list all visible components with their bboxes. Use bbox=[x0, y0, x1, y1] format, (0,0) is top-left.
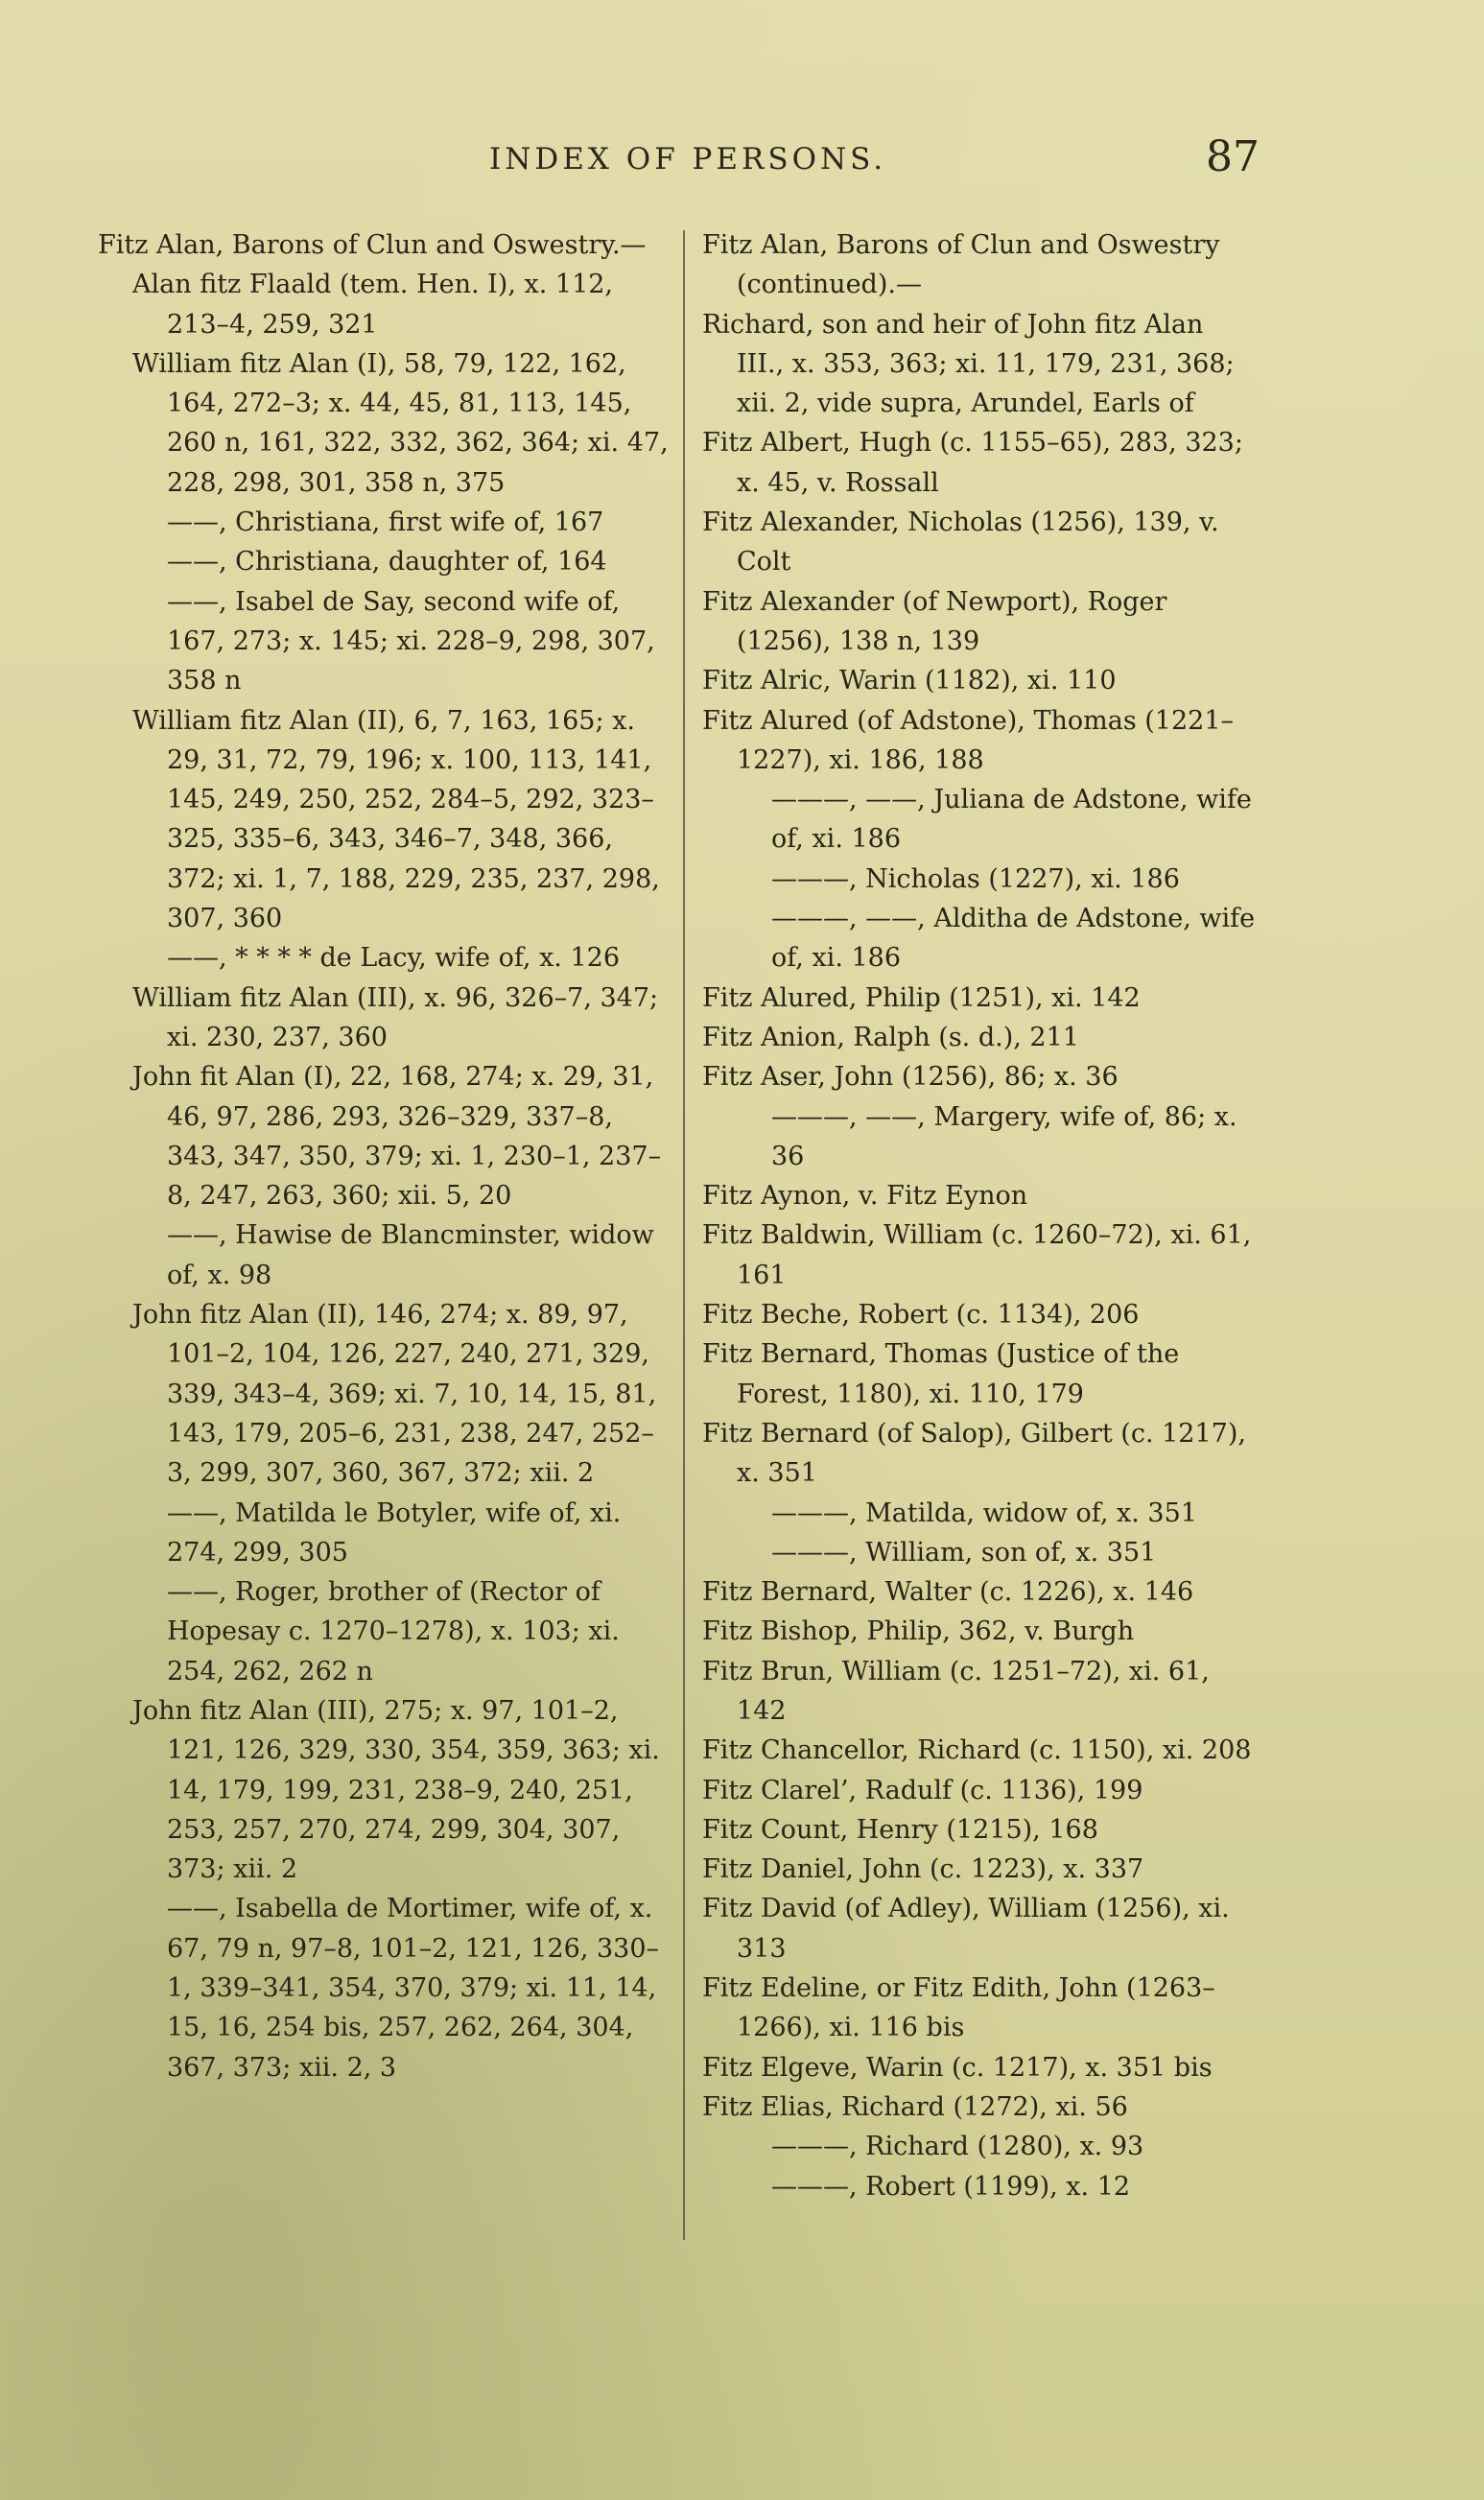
index-entry: ———, ——, Margery, wife of, 86; x. 36 bbox=[771, 1101, 1237, 1171]
index-entry: Fitz Daniel, John (c. 1223), x. 337 bbox=[702, 1854, 1144, 1885]
index-entry: Fitz Aynon, v. Fitz Eynon bbox=[702, 1181, 1028, 1212]
index-entry: Fitz Anion, Ralph (s. d.), 211 bbox=[702, 1022, 1079, 1052]
index-entry: Fitz Bernard (of Salop), Gilbert (c. 1217), x. 351 bbox=[702, 1418, 1246, 1489]
index-entry: William fitz Alan (III), x. 96, 326–7, 347; xi. 230, 237, 360 bbox=[132, 982, 659, 1052]
index-column-right bbox=[702, 225, 1259, 2206]
index-entry: Fitz Beche, Robert (c. 1134), 206 bbox=[702, 1300, 1140, 1331]
index-entry: ——, Isabel de Say, second wife of, 167, 273; x. 145; xi. 228–9, 298, 307, 358 n bbox=[167, 586, 655, 696]
index-entry: Fitz Alan, Barons of Clun and Oswestry (continued).— bbox=[702, 230, 1220, 300]
index-entry: Fitz Elgeve, Warin (c. 1217), x. 351 bis bbox=[702, 2052, 1213, 2083]
index-entry: Fitz Alexander (of Newport), Roger (1256), 138 n, 139 bbox=[702, 586, 1167, 656]
index-entry: Alan fitz Flaald (tem. Hen. I), x. 112, 213–4, 259, 321 bbox=[132, 270, 614, 340]
index-entry: ——, * * * * de Lacy, wife of, x. 126 bbox=[167, 943, 620, 974]
index-entry: Richard, son and heir of John fitz Alan III., x. 353, 363; xi. 11, 179, 231, 368; xii. 2, vide supra, Arundel, Earls of bbox=[702, 309, 1235, 419]
index-entry: ——, Matilda le Botyler, wife of, xi. 274, 299, 305 bbox=[167, 1498, 622, 1568]
index-entry: Fitz Clarel’, Radulf (c. 1136), 199 bbox=[702, 1775, 1143, 1805]
index-entry: Fitz Aser, John (1256), 86; x. 36 bbox=[702, 1062, 1119, 1093]
index-entry: William fitz Alan (I), 58, 79, 122, 162, 164, 272–3; x. 44, 45, 81, 113, 145, 260 n, 161, 322, 332, 362, 364; xi. 47, 228, 298, 301, 358 n, 375 bbox=[132, 348, 669, 498]
column-divider bbox=[683, 230, 685, 2240]
index-entry: Fitz Bernard, Walter (c. 1226), x. 146 bbox=[702, 1577, 1194, 1608]
index-entry: ———, ——, Alditha de Adstone, wife of, xi. 186 bbox=[771, 904, 1256, 974]
index-entry: Fitz Alan, Barons of Clun and Oswestry.— bbox=[98, 230, 647, 260]
index-entry: ———, Matilda, widow of, x. 351 bbox=[771, 1498, 1197, 1528]
index-entry: ——, Isabella de Mortimer, wife of, x. 67, 79 n, 97–8, 101–2, 121, 126, 330–1, 339–341, 354, 370, 379; xi. 11, 14, 15, 16, 254 bis, 257, 262, 264, 304, 367, 373; xii. 2, 3 bbox=[167, 1894, 660, 2083]
index-entry: Fitz Elias, Richard (1272), xi. 56 bbox=[702, 2091, 1128, 2122]
index-entry: John fitz Alan (III), 275; x. 97, 101–2, 121, 126, 329, 330, 354, 359, 363; xi. 14, 179, 199, 231, 238–9, 240, 251, 253, 257, 270, 274, 299, 304, 307, 373; xii. 2 bbox=[132, 1695, 660, 1885]
index-column-left bbox=[98, 225, 673, 2087]
index-entry: Fitz Alexander, Nicholas (1256), 139, v. Colt bbox=[702, 507, 1219, 578]
index-entry: Fitz Alric, Warin (1182), xi. 110 bbox=[702, 666, 1117, 696]
running-head: INDEX OF PERSONS. bbox=[489, 142, 887, 177]
index-entry: ——, Hawise de Blancminster, widow of, x. 98 bbox=[167, 1220, 654, 1290]
index-entry: Fitz Brun, William (c. 1251–72), xi. 61, 142 bbox=[702, 1656, 1210, 1726]
index-entry: John fit Alan (I), 22, 168, 274; x. 29, 31, 46, 97, 286, 293, 326–329, 337–8, 343, 347, 350, 379; xi. 1, 230–1, 237–8, 247, 263, 360; xii. 5, 20 bbox=[132, 1062, 662, 1212]
index-entry: Fitz Count, Henry (1215), 168 bbox=[702, 1814, 1098, 1845]
index-entry: Fitz Albert, Hugh (c. 1155–65), 283, 323; x. 45, v. Rossall bbox=[702, 428, 1243, 498]
index-entry: ——, Christiana, first wife of, 167 bbox=[167, 507, 604, 538]
index-entry: ———, William, son of, x. 351 bbox=[771, 1537, 1157, 1568]
index-entry: Fitz Chancellor, Richard (c. 1150), xi. 208 bbox=[702, 1735, 1252, 1766]
page-number: 87 bbox=[1206, 132, 1260, 181]
index-entry: ———, Richard (1280), x. 93 bbox=[771, 2132, 1144, 2162]
index-entry: Fitz Alured (of Adstone), Thomas (1221–1227), xi. 186, 188 bbox=[702, 705, 1235, 775]
index-entry: ———, Robert (1199), x. 12 bbox=[771, 2171, 1131, 2202]
index-entry: ——, Roger, brother of (Rector of Hopesay c. 1270–1278), x. 103; xi. 254, 262, 262 n bbox=[167, 1577, 620, 1686]
index-entry: ———, Nicholas (1227), xi. 186 bbox=[771, 863, 1180, 894]
index-entry: ——, Christiana, daughter of, 164 bbox=[167, 547, 607, 578]
index-entry: Fitz Edeline, or Fitz Edith, John (1263–1266), xi. 116 bis bbox=[702, 1973, 1215, 2043]
index-entry: Fitz Baldwin, William (c. 1260–72), xi. 61, 161 bbox=[702, 1220, 1252, 1290]
index-entry: Fitz David (of Adley), William (1256), xi. 313 bbox=[702, 1894, 1230, 1964]
index-entry: Fitz Bernard, Thomas (Justice of the Forest, 1180), xi. 110, 179 bbox=[702, 1339, 1180, 1409]
index-entry: ———, ——, Juliana de Adstone, wife of, xi. 186 bbox=[771, 785, 1252, 855]
index-entry: Fitz Bishop, Philip, 362, v. Burgh bbox=[702, 1616, 1135, 1647]
index-entry: William fitz Alan (II), 6, 7, 163, 165; x. 29, 31, 72, 79, 196; x. 100, 113, 141, 145, 249, 250, 252, 284–5, 292, 323–325, 335–6, 343, 346–7, 348, 366, 372; xi. 1, 7, 188, 229, 235, 237, 298, 307, 360 bbox=[132, 705, 660, 934]
index-entry: John fitz Alan (II), 146, 274; x. 89, 97, 101–2, 104, 126, 227, 240, 271, 329, 339, 343–4, 369; xi. 7, 10, 14, 15, 81, 143, 179, 205–6, 231, 238, 247, 252–3, 299, 307, 360, 367, 372; xii. 2 bbox=[132, 1300, 657, 1489]
index-entry: Fitz Alured, Philip (1251), xi. 142 bbox=[702, 982, 1141, 1013]
